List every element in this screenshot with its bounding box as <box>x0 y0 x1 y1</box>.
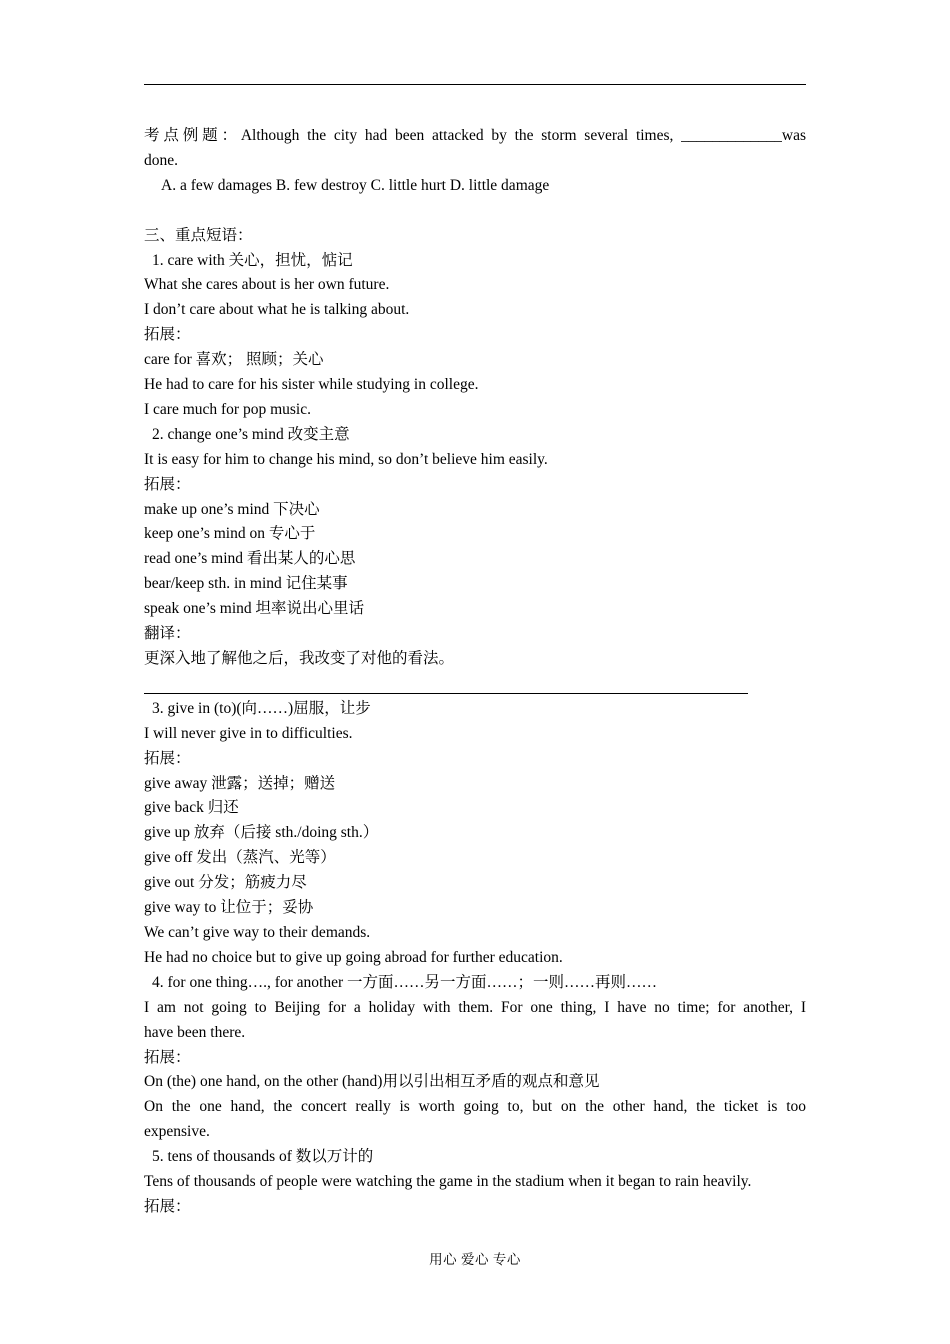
example-sentence: He had no choice but to give up going abroad for further education. <box>144 948 563 966</box>
extension-label: 拓展： <box>144 1197 191 1215</box>
extension-phrase: bear/keep sth. in mind 记住某事 <box>144 575 348 593</box>
example-sentence: I care much for pop music. <box>144 400 311 418</box>
header-rule <box>144 84 806 85</box>
example-sentence: I will never give in to difficulties. <box>144 724 353 742</box>
example-sentence: He had to care for his sister while studying in college. <box>144 376 479 394</box>
example-sentence: We can’t give way to their demands. <box>144 923 371 941</box>
extension-label: 拓展： <box>144 326 191 344</box>
extension-phrase: On (the) one hand, on the other (hand)用以引出相互矛盾的观点和意见 <box>144 1073 600 1091</box>
extension-label: 拓展： <box>144 1048 191 1066</box>
extension-phrase: make up one’s mind 下决心 <box>144 500 320 518</box>
translation-prompt: 更深入地了解他之后，我改变了对他的看法。 <box>144 650 455 668</box>
phrase-item-2: 2. change one’s mind 改变主意 <box>152 425 350 443</box>
extension-phrase: give out 分发；筋疲力尽 <box>144 874 307 892</box>
phrase-item-4: 4. for one thing…., for another 一方面……另一方面……；一则……再则…… <box>152 973 657 991</box>
extension-phrase: speak one’s mind 坦率说出心里话 <box>144 600 364 618</box>
answer-blank-line <box>144 672 806 697</box>
extension-phrase: give up 放弃（后接 sth./doing sth.） <box>144 824 379 842</box>
example-question-line1: 考点例题：Although the city had been attacked by the storm several times, _____________was <box>144 127 806 144</box>
phrase-item-1: 1. care with 关心，担忧，惦记 <box>152 251 353 269</box>
section-title: 三、重点短语： <box>144 226 253 244</box>
example-sentence: Tens of thousands of people were watching the game in the stadium when it began to rain heavily. <box>144 1173 752 1191</box>
extension-phrase: care for 喜欢； 照顾；关心 <box>144 351 324 369</box>
extension-phrase: give off 发出（蒸汽、光等） <box>144 849 336 867</box>
extension-phrase: keep one’s mind on 专心于 <box>144 525 316 543</box>
extension-phrase: read one’s mind 看出某人的心思 <box>144 550 356 568</box>
extension-phrase: give away 泄露；送掉；赠送 <box>144 774 336 792</box>
document-body <box>144 124 806 1220</box>
extension-phrase: give way to 让位于；妥协 <box>144 899 314 917</box>
example-paragraph-line2: have been there. <box>144 1023 246 1041</box>
phrase-item-5: 5. tens of thousands of 数以万计的 <box>152 1148 374 1166</box>
example-sentence: I don’t care about what he is talking about. <box>144 301 410 319</box>
translation-label: 翻译： <box>144 625 191 643</box>
extension-label: 拓展： <box>144 475 191 493</box>
phrase-item-3: 3. give in (to)(向……)屈服，让步 <box>152 699 371 717</box>
extension-phrase: give back 归还 <box>144 799 239 817</box>
extension-label: 拓展： <box>144 749 191 767</box>
example-question-line2: done. <box>144 151 179 169</box>
spacer <box>144 199 806 224</box>
example-paragraph-line1: I am not going to Beijing for a holiday with them. For one thing, I have no time; for another, I <box>144 998 806 1016</box>
example-options: A. a few damages B. few destroy C. little hurt D. little damage <box>161 176 550 194</box>
example-paragraph-line1: On the one hand, the concert really is worth going to, but on the other hand, the ticket is too <box>144 1098 806 1116</box>
example-sentence: It is easy for him to change his mind, so don’t believe him easily. <box>144 450 548 468</box>
page-footer: 用心 爱心 专心 <box>429 1252 521 1267</box>
example-sentence: What she cares about is her own future. <box>144 276 390 294</box>
example-paragraph-line2: expensive. <box>144 1123 210 1141</box>
